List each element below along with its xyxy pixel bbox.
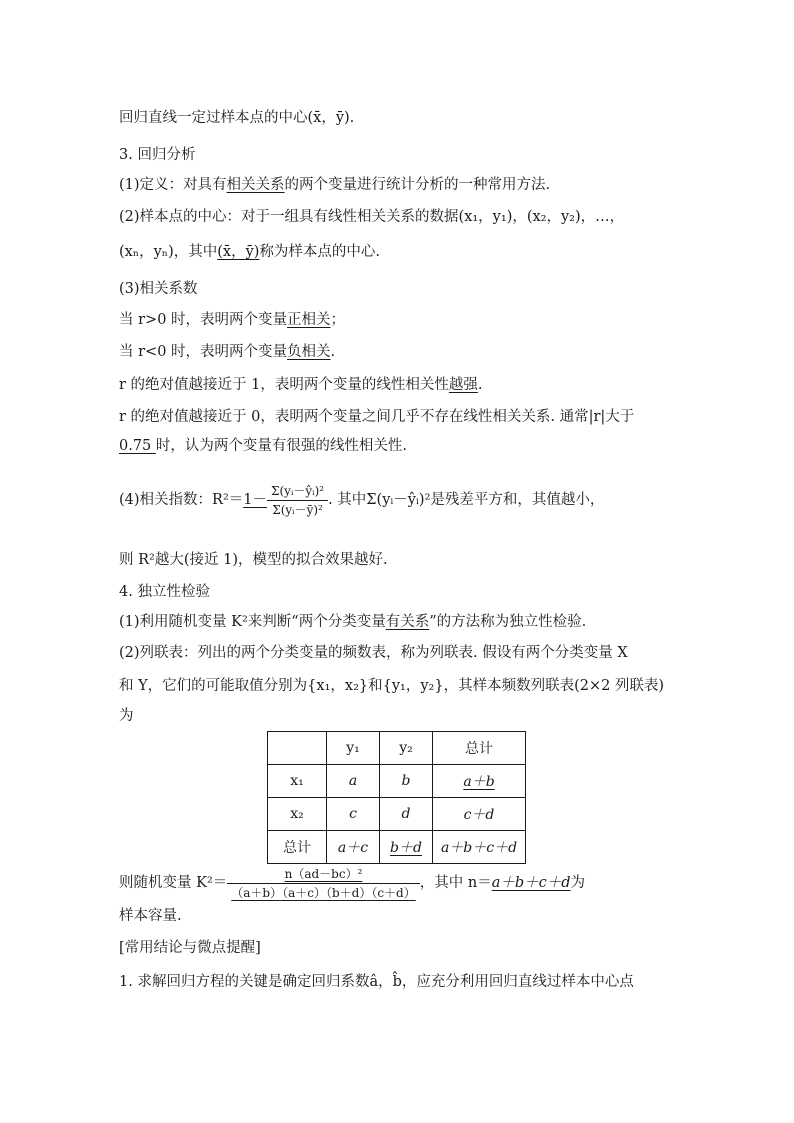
contingency-line-b: 和 Y，它们的可能取值分别为{x₁，x₂}和{y₁，y₂}，其样本频数列联表(2×2 列联表) bbox=[119, 678, 665, 694]
definition-underlined-term: 相关关系 bbox=[226, 177, 285, 193]
negative-correlation-line bbox=[119, 342, 335, 362]
table-cell: 总计 bbox=[268, 831, 327, 864]
table-cell: b bbox=[380, 765, 433, 798]
r-squared-denominator: Σ(yᵢ－ȳ)² bbox=[272, 502, 323, 517]
table-row bbox=[268, 798, 526, 831]
residual-sum: Σ(yᵢ－ŷᵢ)² bbox=[366, 492, 431, 508]
table-cell: a＋c bbox=[327, 831, 380, 864]
table-cell: c bbox=[327, 798, 380, 831]
k-squared-prefix: 则随机变量 K²＝ bbox=[119, 875, 228, 891]
r-squared-numerator: Σ(yᵢ－ŷᵢ)² bbox=[271, 483, 325, 498]
definition-prefix: (1)定义：对具有 bbox=[119, 177, 227, 193]
sample-center-b-underlined: (x̄，ȳ) bbox=[217, 244, 260, 260]
threshold-line bbox=[119, 436, 407, 456]
table-header-cell: y₂ bbox=[380, 732, 433, 765]
r-squared-one-minus: 1－ bbox=[243, 492, 268, 508]
table-header-cell: y₁ bbox=[327, 732, 380, 765]
threshold-suffix: 时，认为两个变量有很强的线性相关性. bbox=[155, 438, 408, 454]
tip-1-line: 1. 求解回归方程的关键是确定回归系数â，b̂，应充分利用回归直线过样本中心点 bbox=[119, 974, 634, 990]
section-4-heading: 4. 独立性检验 bbox=[119, 584, 210, 600]
contingency-line-c: 为 bbox=[119, 708, 134, 724]
negative-underlined: 负相关 bbox=[287, 344, 331, 360]
table-cell: a＋b＋c＋d bbox=[433, 831, 526, 864]
abs-near-zero-line: r 的绝对值越接近于 0，表明两个变量之间几乎不存在线性相关关系. 通常|r|大于 bbox=[119, 409, 635, 425]
sample-center-line-b bbox=[119, 242, 380, 262]
independence-test-line bbox=[119, 612, 586, 632]
k-squared-numerator: n（ad－bc）² bbox=[284, 866, 363, 881]
table-header-cell: 总计 bbox=[433, 732, 526, 765]
k-squared-continuation: 样本容量. bbox=[119, 908, 182, 924]
table-row bbox=[268, 765, 526, 798]
table-header-row bbox=[268, 732, 526, 765]
table-cell: x₂ bbox=[268, 798, 327, 831]
k-squared-line bbox=[119, 858, 585, 908]
abs-near-one-suffix: . bbox=[477, 377, 483, 393]
independence-prefix: (1)利用随机变量 K²来判断“两个分类变量 bbox=[119, 614, 386, 630]
positive-prefix: 当 r>0 时，表明两个变量 bbox=[119, 312, 288, 328]
fraction-bar bbox=[227, 883, 419, 884]
k-squared-suffix: 为 bbox=[570, 875, 586, 891]
k-squared-fraction bbox=[227, 866, 419, 901]
positive-underlined: 正相关 bbox=[287, 312, 331, 328]
independence-suffix: ”的方法称为独立性检验. bbox=[429, 614, 587, 630]
sample-center-line-a: (2)样本点的中心：对于一组具有线性相关关系的数据(x₁，y₁)，(x₂，y₂)，…， bbox=[119, 209, 625, 225]
r-squared-fraction bbox=[267, 483, 328, 518]
r-squared-mid: . 其中 bbox=[328, 492, 367, 508]
sample-center-b-prefix: (xₙ，yₙ)，其中 bbox=[119, 244, 218, 260]
independence-underlined: 有关系 bbox=[385, 614, 430, 630]
sample-center-b-suffix: 称为样本点的中心. bbox=[259, 244, 381, 260]
k-squared-mid: ，其中 n＝ bbox=[419, 875, 492, 891]
r-squared-continuation: 则 R²越大(接近 1)，模型的拟合效果越好. bbox=[119, 552, 388, 568]
abs-near-one-line bbox=[119, 375, 482, 395]
table-cell: d bbox=[380, 798, 433, 831]
tips-heading: [常用结论与微点提醒] bbox=[119, 940, 261, 956]
fraction-bar bbox=[267, 500, 328, 501]
k-squared-denominator: （a＋b）（a＋c）（b＋d）（c＋d） bbox=[231, 885, 416, 900]
table-cell: c＋d bbox=[433, 798, 526, 831]
table-cell: a＋b bbox=[433, 765, 526, 798]
negative-prefix: 当 r<0 时，表明两个变量 bbox=[119, 344, 288, 360]
table-cell: x₁ bbox=[268, 765, 327, 798]
regression-line-center-text: 回归直线一定过样本点的中心(x̄，ȳ). bbox=[119, 110, 355, 126]
contingency-table bbox=[267, 731, 526, 864]
definition-line bbox=[119, 175, 550, 195]
table-cell: b＋d bbox=[380, 831, 433, 864]
abs-near-one-prefix: r 的绝对值越接近于 1，表明两个变量的线性相关性 bbox=[119, 377, 449, 393]
abs-near-one-underlined: 越强 bbox=[448, 377, 478, 393]
k-squared-n-underlined: a＋b＋c＋d bbox=[491, 875, 571, 891]
section-3-heading: 3. 回归分析 bbox=[119, 147, 196, 163]
r-squared-prefix: (4)相关指数：R²＝ bbox=[119, 492, 244, 508]
table-header-cell bbox=[268, 732, 327, 765]
negative-suffix: . bbox=[330, 344, 336, 360]
r-squared-suffix: 是残差平方和，其值越小， bbox=[430, 492, 605, 508]
positive-suffix: ； bbox=[330, 312, 346, 328]
positive-correlation-line bbox=[119, 310, 345, 330]
correlation-coefficient-heading: (3)相关系数 bbox=[119, 281, 198, 297]
table-cell: a bbox=[327, 765, 380, 798]
r-squared-line bbox=[119, 470, 604, 530]
definition-suffix: 的两个变量进行统计分析的一种常用方法. bbox=[284, 177, 551, 193]
threshold-underlined: 0.75 bbox=[119, 438, 156, 454]
contingency-line-a: (2)列联表：列出的两个分类变量的频数表，称为列联表. 假设有两个分类变量 X bbox=[119, 645, 628, 661]
